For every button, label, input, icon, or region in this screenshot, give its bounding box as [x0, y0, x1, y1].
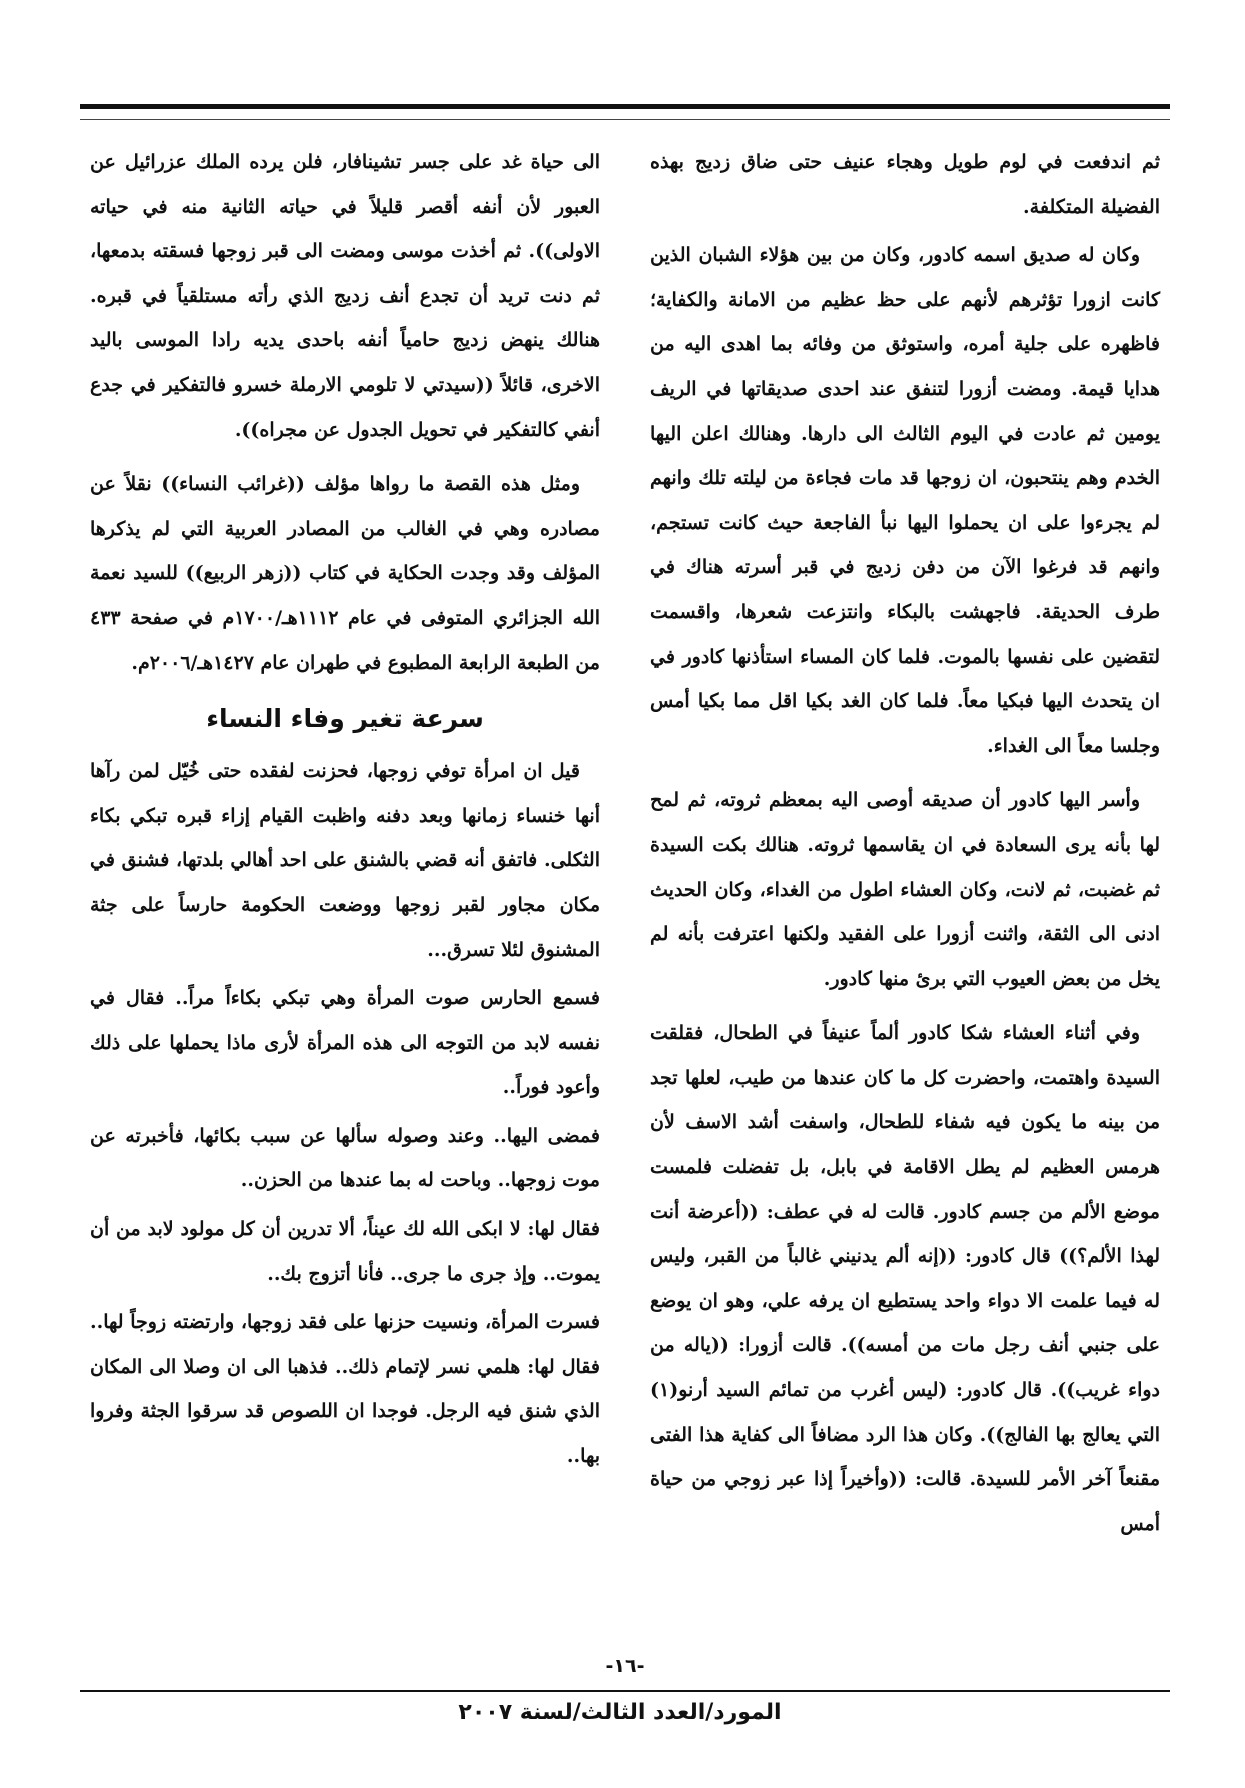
paragraph: وكان له صديق اسمه كادور، وكان من بين هؤلاء الشبان الذين كانت ازورا تؤثرهم لأنهم على حظ عظيم من الامانة والكفاية؛ فاظهره على جلية أمره، واستوثق من وفائه بما اهدى اليه من هدايا قيمة. ومضت أزورا لتنفق عند احدى صديقاتها في الريف يومين ثم عادت في اليوم الثالث الى دارها. وهنالك اعلن اليها الخدم وهم ينتحبون، ان زوجها قد مات فجاءة من ليلته تلك وانهم لم يجرءوا على ان يحملوا اليها نبأ الفاجعة حيث كانت تستجم، وانهم قد فرغوا الآن من دفن زديج في قبر أسرته هناك في طرف الحديقة. فاجهشت بالبكاء وانتزعت شعرها، واقسمت لتقضين على نفسها بالموت. فلما كان المساء استأذنها كادور في ان يتحدث اليها فبكيا معاً. فلما كان الغد بكيا اقل مما بكيا أمس وجلسا معاً الى الغداء.: [650, 244, 1160, 757]
journal-footer: المورد/العدد الثالث/لسنة ٢٠٠٧: [458, 1700, 782, 1725]
right-column: [650, 140, 1160, 1556]
paragraph: فسرت المرأة، ونسيت حزنها على فقد زوجها، وارتضته زوجاً لها.. فقال لها: هلمي نسر لإتمام ذلك.. فذهبا الى ان وصلا الى المكان الذي شنق فيه الرجل. فوجدا ان اللصوص قد سرقوا الجثة وفروا بها..: [90, 1311, 600, 1468]
paragraph: ثم اندفعت في لوم طويل وهجاء عنيف حتى ضاق زديج بهذه الفضيلة المتكلفة.: [650, 151, 1160, 218]
paragraph: وفي أثناء العشاء شكا كادور ألماً عنيفاً في الطحال، فقلقت السيدة واهتمت، واحضرت كل ما كان عندها من طيب، لعلها تجد من بينه ما يكون فيه شفاء للطحال، واسفت أشد الاسف لأن هرمس العظيم لم يطل الاقامة في بابل، بل تفضلت فلمست موضع الألم من جسم كادور. قالت له في عطف: ((أعرضة أنت لهذا الألم؟)) قال كادور: ((إنه ألم يدنيني غالباً من القبر، وليس له فيما علمت الا دواء واحد يستطيع ان يرفه علي، وهو ان يوضع على جنبي أنف رجل مات من أمسه)). قالت أزورا: ((ياله من دواء غريب)). قال كادور: (ليس أغرب من تمائم السيد أرنو(١) التي يعالج بها الفالج)). وكان هذا الرد مضافاً الى كفاية هذا الفتى مقنعاً آخر الأمر للسيدة. قالت: ((وأخيراً إذا عبر زوجي من حياة أمس: [650, 1022, 1160, 1535]
paragraph: وأسر اليها كادور أن صديقه أوصى اليه بمعظم ثروته، ثم لمح لها بأنه يرى السعادة في ان يقاسمها ثروته. هنالك بكت السيدة ثم غضبت، ثم لانت، وكان العشاء اطول من الغداء، وكان الحديث ادنى الى الثقة، واثنت أزورا على الفقيد ولكنها اعترفت بأنه لم يخل من بعض العيوب التي برئ منها كادور.: [650, 789, 1160, 990]
paragraph: قيل ان امرأة توفي زوجها، فحزنت لفقده حتى خُيّل لمن رآها أنها خنساء زمانها وبعد دفنه واظبت القيام إزاء قبره تبكي بكاء الثكلى. فاتفق أنه قضي بالشنق على احد أهالي بلدتها، فشنق في مكان مجاور لقبر زوجها ووضعت الحكومة حارساً على جثة المشنوق لئلا تسرق...: [90, 760, 600, 961]
paragraph: فسمع الحارس صوت المرأة وهي تبكي بكاءاً مراً.. فقال في نفسه لابد من التوجه الى هذه المرأة لأرى ماذا يحملها على ذلك وأعود فوراً..: [90, 987, 600, 1099]
paragraph: فقال لها: لا ابكى الله لك عيناً، ألا تدرين أن كل مولود لابد من أن يموت.. وإذ جرى ما جرى.. فأنا أتزوج بك..: [90, 1218, 600, 1285]
section-title: سرعة تغير وفاء النساء: [206, 704, 484, 734]
header-rule: [80, 104, 1170, 120]
paragraph: الى حياة غد على جسر تشينافار، فلن يرده الملك عزرائيل عن العبور لأن أنفه أقصر قليلاً في حياته الثانية منه في حياته الاولى)). ثم أخذت موسى ومضت الى قبر زوجها فسقته بدمعها، ثم دنت تريد أن تجدع أنف زديج الذي رأته مستلقياً في قبره. هنالك ينهض زديج حامياً أنفه باحدى يديه رادا الموسى باليد الاخرى، قائلاً ((سيدتي لا تلومي الارملة خسرو فالتفكير في جدع أنفي كالتفكير في تحويل الجدول عن مجراه)).: [90, 151, 600, 441]
left-column: [90, 140, 600, 1483]
page-number: -١٦-: [605, 1655, 645, 1677]
paragraph: فمضى اليها.. وعند وصوله سألها عن سبب بكائها، فأخبرته عن موت زوجها.. وباحت له بما عندها من الحزن..: [90, 1124, 600, 1192]
footer-rule: [80, 1690, 1170, 1692]
paragraph: ومثل هذه القصة ما رواها مؤلف ((غرائب النساء)) نقلاً عن مصادره وهي في الغالب من المصادر العربية التي لم يذكرها المؤلف وقد وجدت الحكاية في كتاب ((زهر الربيع)) للسيد نعمة الله الجزائري المتوفى في عام ١١١٢هـ/١٧٠٠م في صفحة ٤٣٣ من الطبعة الرابعة المطبوع في طهران عام ١٤٢٧هـ/٢٠٠٦م.: [90, 473, 600, 674]
